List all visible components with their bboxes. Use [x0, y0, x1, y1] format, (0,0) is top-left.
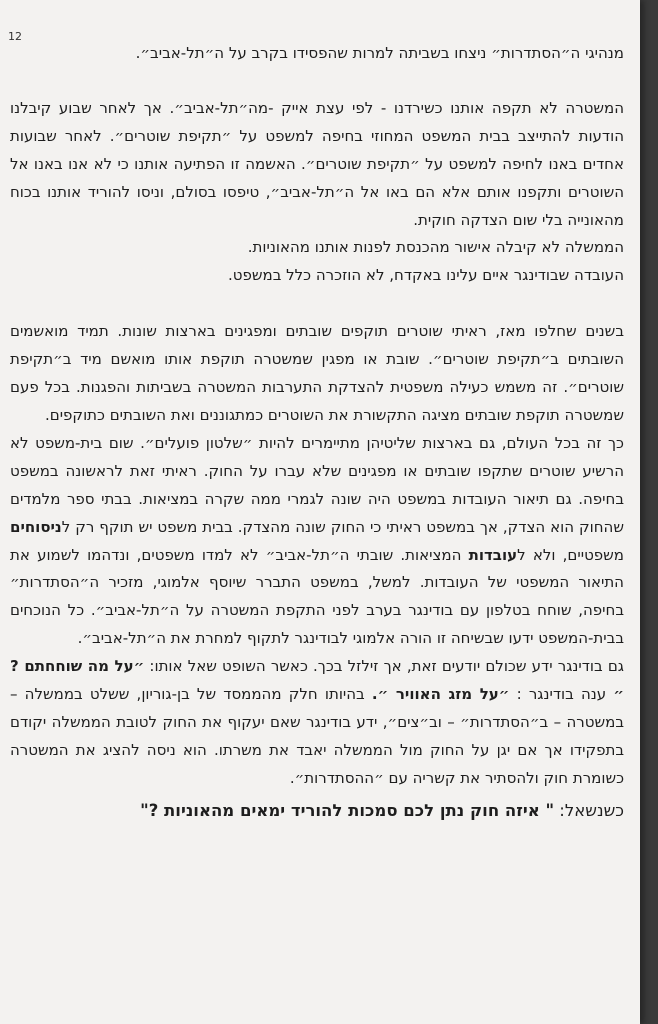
emphasis-facts: עובדות [468, 545, 518, 564]
page-number: 12 [8, 30, 22, 43]
paragraph-gun-threat: העובדה שבודינגר איים עלינו באקדח, לא הוזכרה כלל במשפט. [228, 266, 624, 285]
closing-question: כשנשאל: " איזה חוק נתן לכם סמכות להוריד ימאים מהאוניות ?" [140, 800, 624, 820]
page-body [10, 40, 624, 825]
paragraph-law-vs-justice: כך זה בכל העולם, גם בארצות שליטיהן מתיימרים להיות ״שלטון פועלים״. שום בית-משפט לא הרשיע שוטרים שתקפו שובתים או מפגינים שלא עברו על החוק. ראיתי זאת לראשונה במשפט בחיפה. גם תיאור העובדות במשפט היה שונה לגמרי ממה שקרה במציאות. בבתי ספר מלמדים שהחוק הוא הצדק, אך במשפט ראיתי כי החוק שונה מהצדק. בבית משפט יש תוקף רק לניסוחים משפטיים, ולא לעובדות המציאות. שובתי ה״תל-אביב״ לא למדו משפטים, ונדהמו לשמוע את התיאור המשפטי של העובדות. למשל, במשפט התברר שיוסף אלמוגי, מזכיר ה״הסתדרות״ בחיפה, שוחח בטלפון עם בודינגר בערב לפני התקפת המשטרה על ה״תל-אביב״. כל הנוכחים בבית-המשפט ידעו שבשיחה זו הורה אלמוגי לבודינגר לתקוף למחרת את ה״תל-אביב״. [10, 433, 624, 648]
quote-bodinger-answer: ״על מזג האוויר ״. [371, 685, 510, 704]
paragraph-government-approval: הממשלה לא קיבלה אישור מהכנסת לפנות אותנו מהאוניות. [247, 238, 624, 257]
closing-quote: " איזה חוק נתן לכם סמכות להוריד ימאים מהאוניות ?" [140, 800, 555, 820]
quote-judge-question: ״על מה שוחחתם ? ״ [10, 657, 625, 704]
paragraph-strikers-accused: בשנים שחלפו מאז, ראיתי שוטרים תוקפים שובתים ומפגינים בארצות שונות. תמיד מואשמים השובתים ב״תקיפת שוטרים״. שובת או מפגין שמשטרה תוקפת אותו מואשם מיד ב״תקיפת שוטרים״. זה משמש כעילה משפטית להצדקת התערבות המשטרה בשביתות והפגנות. בכל פעם שמשטרה תוקפת שובתים מציגה התקשורת את השוטרים כמתגוננים ואת השובתים כתוקפים. [10, 322, 624, 424]
paragraph-police-attack: המשטרה לא תקפה אותנו כשירדנו - לפי עצת אייק -מה״תל-אביב״. אך לאחר שבוע קיבלנו הודעות להתייצב בבית המשפט המחוזי בחיפה למשפט על ״תקיפת שוטרים״. לאחר שבועות אחדים באנו לחיפה למשפט על ״תקיפת שוטרים״. האשמה זו הפתיעה אותנו כי לא אנו באנו אל השוטרים ותקפנו אותם אלא הם באו אל ה״תל-אביב״, טיפסו בסולם, וניסו להוריד אותנו בכוח מהאונייה בלי שום הצדקה חוקית. [10, 98, 624, 229]
intro-line: מנהיגי ה״הסתדרות״ ניצחו בשביתה למרות שהפסידו בקרב על ה״תל-אביב״. [135, 44, 624, 62]
emphasis-formulations: ניסוחים [10, 517, 62, 536]
paragraph-bodinger-testimony: גם בודינגר ידע שכולם יודעים זאת, אך זילזל בכך. כאשר השופט שאל אותו: ״על מה שוחחתם ? ״ ענה בודינגר : ״על מזג האוויר ״. בהיותו חלק מהממסד של בן-גוריון, ששלט בממשלה – במשטרה – ב״הסתדרות״ – וב״צים״, ידע בודינגר שאם יעקוף את החוק לטובת הממשלה יקודם בתפקידו אך אם יגן על החוק מול הממשלה יאבד את משרתו. הוא ניסה להציג את המשטרה כשומרת חוק ולהסתיר את קשריה עם ״ההסתדרות״. [10, 657, 625, 787]
